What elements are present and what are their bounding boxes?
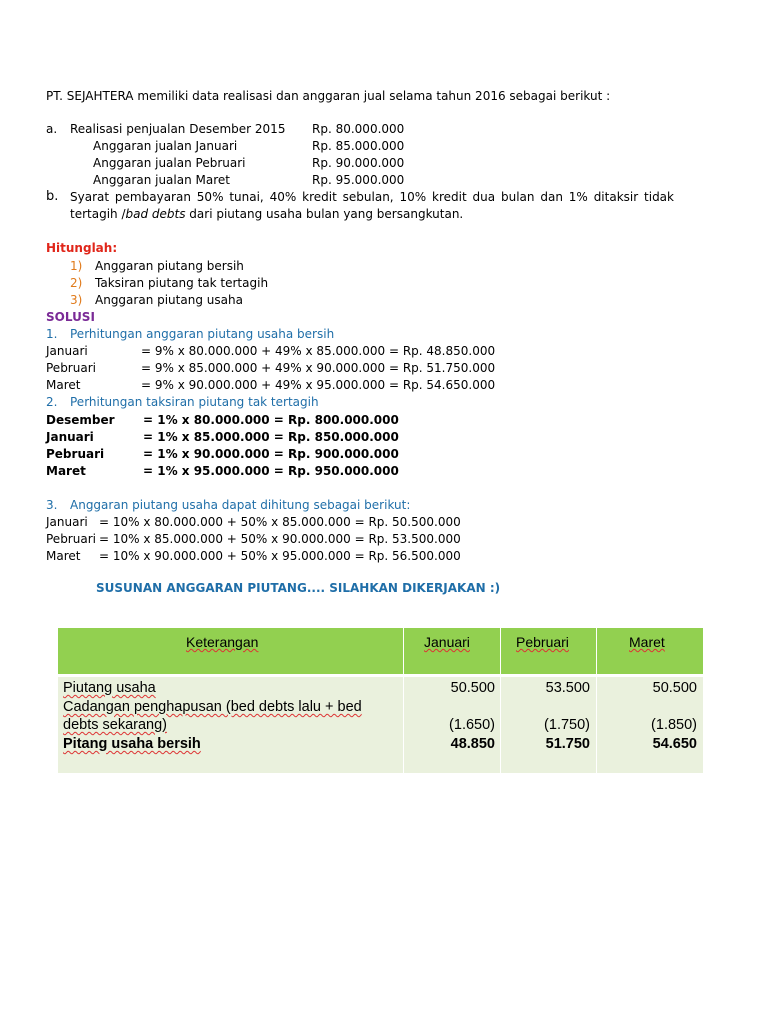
s3-calc-2: = 10% x 90.000.000 + 50% x 95.000.000 = Rp. 56.500.000 — [99, 549, 461, 563]
s3-month-1: Pebruari — [46, 532, 96, 546]
hitunglah-title: Hitunglah: — [46, 241, 118, 255]
cell-mar-bersih: 54.650 — [652, 736, 697, 752]
s3-month-2: Maret — [46, 549, 81, 563]
item-a-value-1: Rp. 85.000.000 — [312, 139, 405, 153]
s1-heading: Perhitungan anggaran piutang usaha bersih — [70, 327, 335, 341]
s3-calc-0: = 10% x 80.000.000 + 50% x 85.000.000 = Rp. 50.500.000 — [99, 515, 461, 529]
cell-jan-cadangan: (1.650) — [449, 717, 495, 733]
hitunglah-num-3: 3) — [70, 293, 83, 307]
s2-month-2: Pebruari — [46, 447, 105, 461]
row-label-cadangan-line2: debts sekarang) — [63, 717, 167, 733]
s1-heading-num: 1. — [46, 327, 58, 341]
item-a-label-2: Anggaran jualan Pebruari — [93, 156, 246, 170]
item-a-label-3: Anggaran jualan Maret — [93, 173, 230, 187]
item-b-marker: b. — [46, 189, 59, 204]
item-a-label-0: Realisasi penjualan Desember 2015 — [70, 122, 286, 136]
s1-month-1: Pebruari — [46, 361, 96, 375]
budget-table — [58, 628, 703, 773]
header-maret: Maret — [629, 634, 665, 650]
cell-feb-bersih: 51.750 — [545, 736, 590, 752]
s2-month-3: Maret — [46, 464, 86, 478]
cell-jan-usaha: 50.500 — [450, 680, 495, 696]
item-a-value-3: Rp. 95.000.000 — [312, 173, 405, 187]
hitunglah-item-1: Anggaran piutang bersih — [95, 259, 244, 273]
cell-mar-usaha: 50.500 — [652, 680, 697, 696]
bad-debts-term: bad debts — [125, 207, 186, 221]
item-a-marker: a. — [46, 122, 58, 136]
s2-month-1: Januari — [46, 430, 94, 444]
solusi-title: SOLUSI — [46, 310, 95, 324]
item-b-line2 — [70, 206, 463, 222]
s2-month-0: Desember — [46, 413, 115, 427]
row-label-piutang-bersih: Pitang usaha bersih — [63, 736, 201, 752]
hitunglah-num-1: 1) — [70, 259, 83, 273]
s2-heading: Perhitungan taksiran piutang tak tertagih — [70, 395, 319, 409]
s2-calc-3: = 1% x 95.000.000 = Rp. 950.000.000 — [143, 464, 399, 478]
hitunglah-item-3: Anggaran piutang usaha — [95, 293, 243, 307]
susunan-heading: SUSUNAN ANGGARAN PIUTANG.... SILAHKAN DIKERJAKAN :) — [96, 581, 501, 595]
header-januari: Januari — [424, 634, 470, 650]
s2-heading-num: 2. — [46, 395, 58, 409]
s3-month-0: Januari — [46, 515, 88, 529]
s2-calc-2: = 1% x 90.000.000 = Rp. 900.000.000 — [143, 447, 399, 461]
row-label-piutang-usaha: Piutang usaha — [63, 680, 156, 696]
item-b-line2-pre: tertagih / — [70, 207, 126, 221]
intro-text: PT. SEJAHTERA memiliki data realisasi dan anggaran jual selama tahun 2016 sebagai berikut : — [46, 89, 611, 103]
s3-calc-1: = 10% x 85.000.000 + 50% x 90.000.000 = Rp. 53.500.000 — [99, 532, 461, 546]
table-header-divider — [58, 674, 703, 677]
s2-calc-0: = 1% x 80.000.000 = Rp. 800.000.000 — [143, 413, 399, 427]
s3-heading: Anggaran piutang usaha dapat dihitung sebagai berikut: — [70, 498, 411, 512]
item-a-value-2: Rp. 90.000.000 — [312, 156, 405, 170]
header-keterangan: Keterangan — [186, 634, 259, 650]
hitunglah-item-2: Taksiran piutang tak tertagih — [95, 276, 269, 290]
cell-jan-bersih: 48.850 — [450, 736, 495, 752]
s1-month-2: Maret — [46, 378, 81, 392]
row-label-cadangan-line1: Cadangan penghapusan (bed debts lalu + bed — [63, 699, 362, 715]
s1-month-0: Januari — [46, 344, 88, 358]
table-header — [58, 628, 703, 674]
s3-heading-num: 3. — [46, 498, 58, 512]
cell-mar-cadangan: (1.850) — [651, 717, 697, 733]
s1-calc-1: = 9% x 85.000.000 + 49% x 90.000.000 = Rp. 51.750.000 — [141, 361, 496, 375]
item-b-line1: Syarat pembayaran 50% tunai, 40% kredit sebulan, 10% kredit dua bulan dan 1% ditaksir tidak — [70, 190, 674, 204]
s2-calc-1: = 1% x 85.000.000 = Rp. 850.000.000 — [143, 430, 399, 444]
hitunglah-num-2: 2) — [70, 276, 83, 290]
s1-calc-0: = 9% x 80.000.000 + 49% x 85.000.000 = Rp. 48.850.000 — [141, 344, 496, 358]
cell-feb-usaha: 53.500 — [545, 680, 590, 696]
item-a-label-1: Anggaran jualan Januari — [93, 139, 238, 153]
cell-feb-cadangan: (1.750) — [544, 717, 590, 733]
item-a-value-0: Rp. 80.000.000 — [312, 122, 405, 136]
header-pebruari: Pebruari — [516, 634, 569, 650]
s1-calc-2: = 9% x 90.000.000 + 49% x 95.000.000 = Rp. 54.650.000 — [141, 378, 496, 392]
item-b-line2-post: dari piutang usaha bulan yang bersangkutan. — [185, 207, 464, 221]
